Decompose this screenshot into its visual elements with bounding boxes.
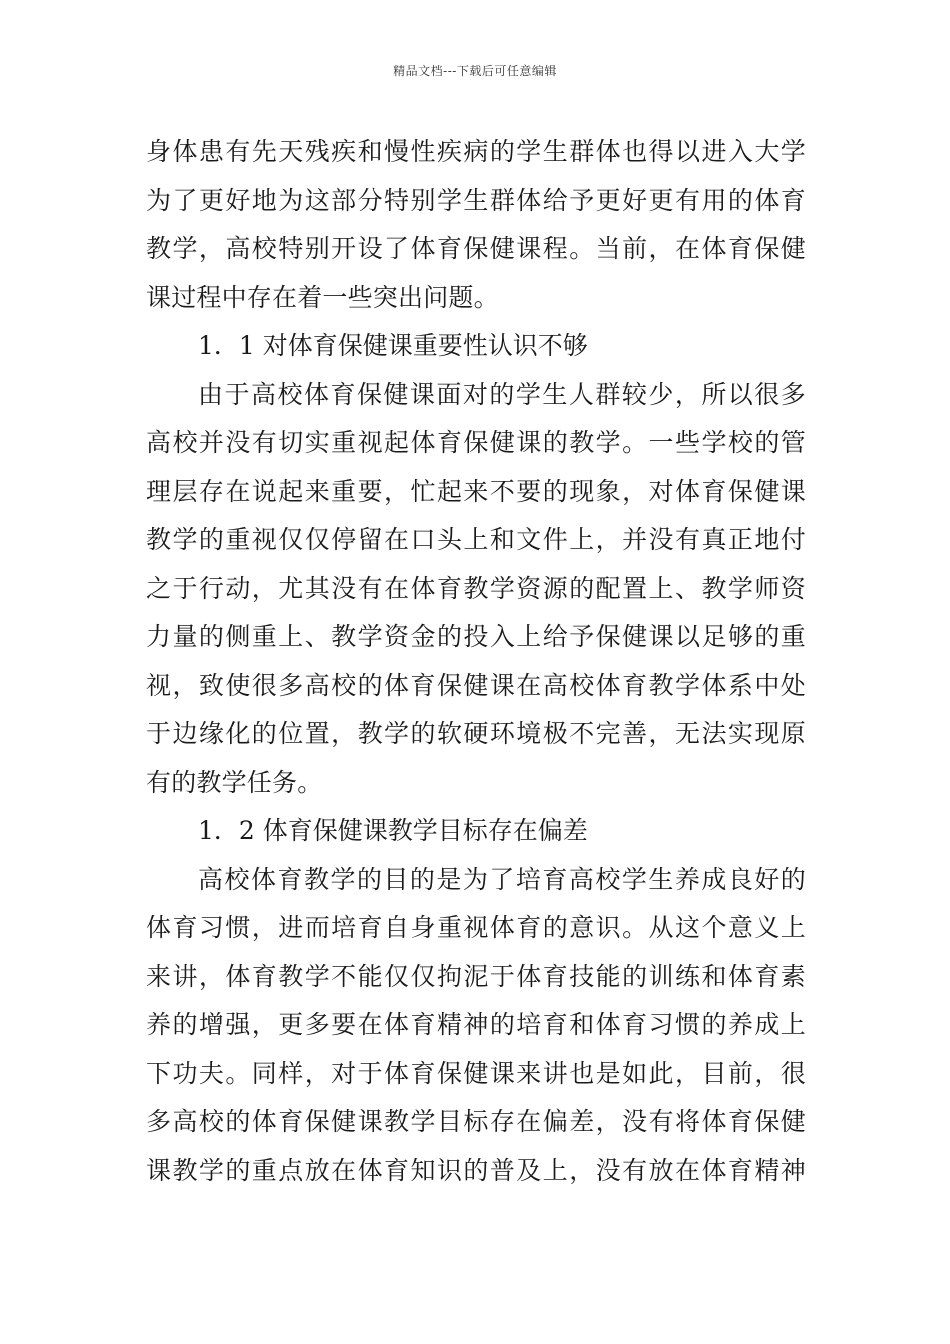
paragraph-first-line: 由于高校体育保健课面对的学生人群较少，所以很多	[198, 379, 806, 409]
text-line: 高校并没有切实重视起体育保健课的教学。一些学校的管	[146, 428, 806, 457]
text-line: 于边缘化的位置，教学的软硬环境极不完善，无法实现原	[146, 719, 806, 748]
text-line: 力量的侧重上、教学资金的投入上给予保健课以足够的重	[146, 622, 806, 651]
text-line: 多高校的体育保健课教学目标存在偏差，没有将体育保健	[146, 1107, 806, 1136]
text-line: 下功夫。同样，对于体育保健课来讲也是如此，目前，很	[146, 1058, 806, 1088]
section-heading-1-1: 1．1 对体育保健课重要性认识不够	[198, 331, 588, 360]
page-header: 精品文档---下载后可任意编辑	[393, 64, 557, 78]
paragraph-first-line: 高校体育教学的目的是为了培育高校学生养成良好的	[198, 864, 806, 894]
text-line: 身体患有先天残疾和慢性疾病的学生群体也得以进入大学	[146, 137, 806, 166]
text-line: 来讲，体育教学不能仅仅拘泥于体育技能的训练和体育素	[146, 961, 806, 991]
text-line: 课教学的重点放在体育知识的普及上，没有放在体育精神	[146, 1155, 806, 1185]
text-line: 之于行动，尤其没有在体育教学资源的配置上、教学师资	[146, 573, 806, 603]
text-line: 教学的重视仅仅停留在口头上和文件上，并没有真正地付	[146, 525, 806, 554]
text-line: 为了更好地为这部分特别学生群体给予更好更有用的体育	[146, 185, 806, 215]
section-heading-1-2: 1．2 体育保健课教学目标存在偏差	[198, 816, 588, 845]
text-line: 教学，高校特别开设了体育保健课程。当前，在体育保健	[146, 234, 806, 263]
text-line: 养的增强，更多要在体育精神的培育和体育习惯的养成上	[146, 1010, 806, 1039]
text-line: 视，致使很多高校的体育保健课在高校体育教学体系中处	[146, 670, 806, 700]
text-line: 理层存在说起来重要，忙起来不要的现象，对体育保健课	[146, 476, 806, 506]
document-body	[146, 128, 806, 1195]
text-line: 体育习惯，进而培育自身重视体育的意识。从这个意义上	[146, 913, 806, 942]
text-line: 有的教学任务。	[146, 767, 323, 797]
text-line: 课过程中存在着一些突出问题。	[146, 282, 499, 312]
